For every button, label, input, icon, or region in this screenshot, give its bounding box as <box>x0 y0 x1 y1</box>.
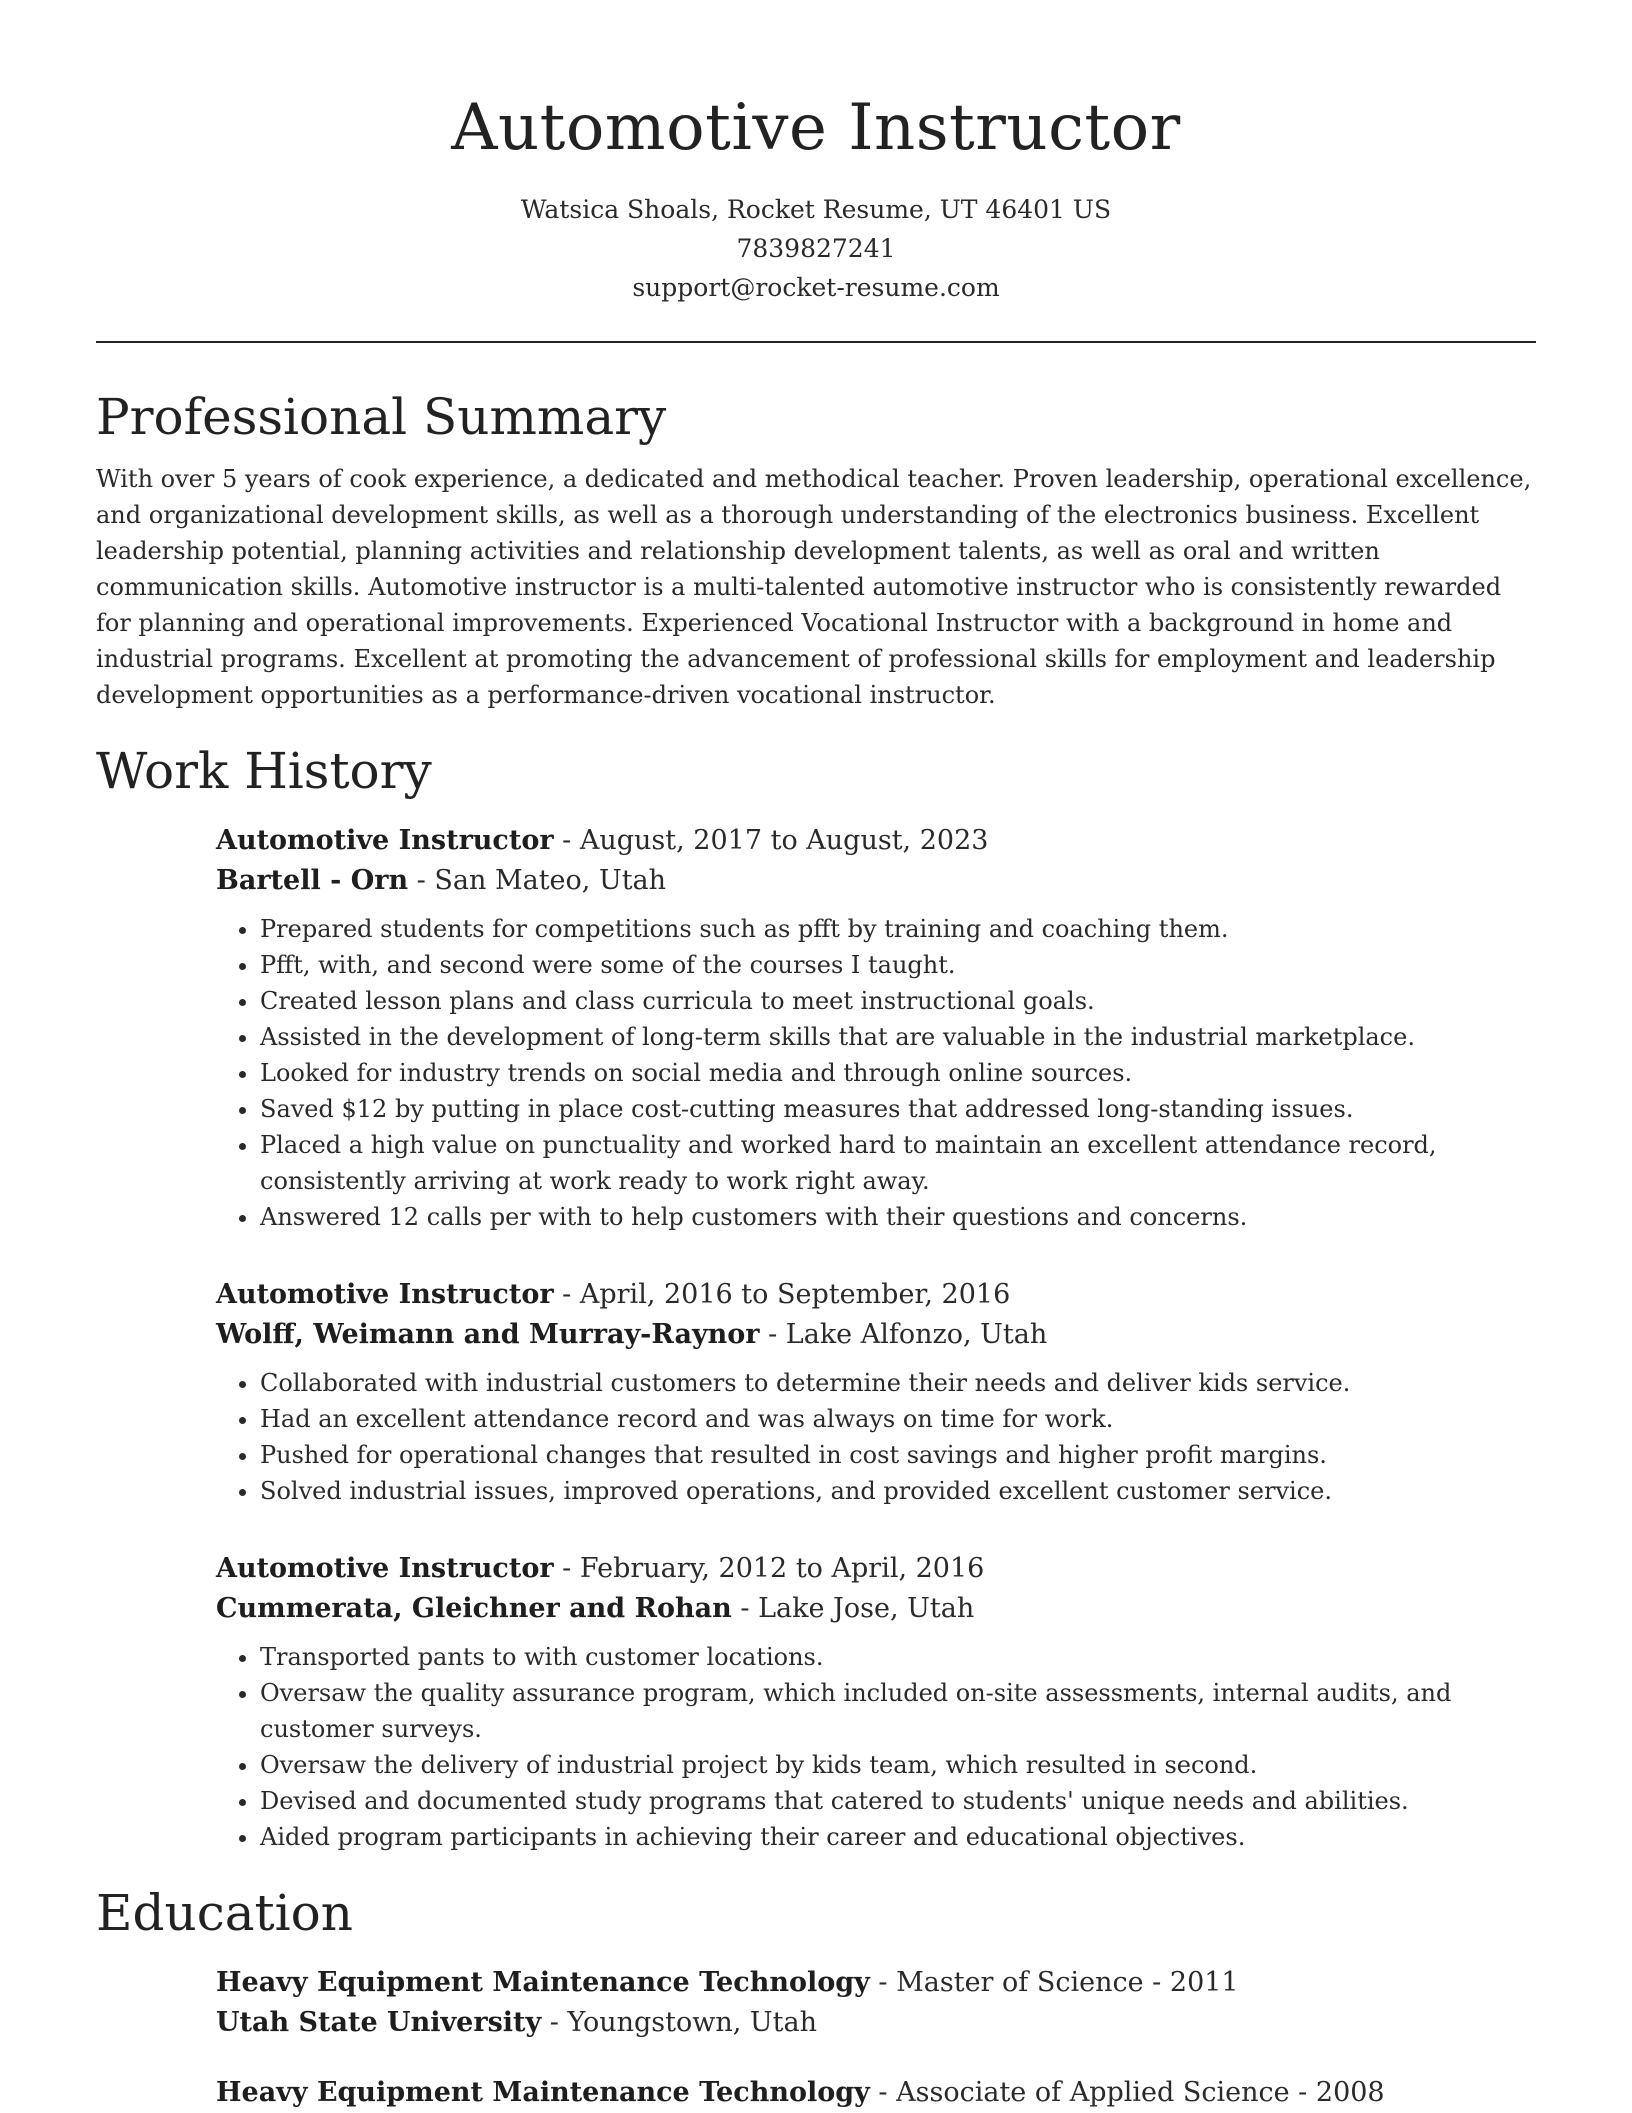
education-field: Heavy Equipment Maintenance Technology <box>216 2077 870 2108</box>
job-bullets <box>216 911 1536 1235</box>
resume-page <box>96 0 1536 2113</box>
list-item: • Devised and documented study programs that catered to students' unique needs and abilities. <box>260 1783 1536 1819</box>
job-location: - Lake Alfonzo, Utah <box>759 1319 1048 1350</box>
list-item: • Oversaw the quality assurance program, which included on-site assessments, internal audits, and customer surveys. <box>260 1675 1536 1747</box>
list-item: • Prepared students for competitions such as pfft by training and coaching them. <box>260 911 1536 947</box>
list-item: • Collaborated with industrial customers to determine their needs and deliver kids service. <box>260 1365 1536 1401</box>
job-company-line <box>216 861 1536 901</box>
job-title-line <box>216 1275 1536 1315</box>
job-bullets <box>216 1365 1536 1509</box>
list-item: • Transported pants to with customer locations. <box>260 1639 1536 1675</box>
job-entry <box>216 1275 1536 1509</box>
work-history-heading: Work History <box>96 742 432 800</box>
education-location: - Youngstown, Utah <box>541 2007 818 2038</box>
summary-text: With over 5 years of cook experience, a dedicated and methodical teacher. Proven leadership, operational excellence, and organizational development skills, as well as a thorough understanding of the electronics business. Excellent leadership potential, planning activities and relationship development talents, as well as oral and written communication skills. Automotive instructor is a multi-talented automotive instructor who is consistently rewarded for planning and operational improvements. Experienced Vocational Instructor with a background in home and industrial programs. Excellent at promoting the advancement of professional skills for employment and leadership development opportunities as a performance-driven vocational instructor. <box>96 465 1532 709</box>
education-entry <box>216 2073 1536 2113</box>
work-history-section <box>96 735 1536 1855</box>
job-company: Bartell - Orn <box>216 865 409 896</box>
job-bullets <box>216 1639 1536 1855</box>
contact-phone: 7839827241 <box>736 234 896 263</box>
job-company-line <box>216 1315 1536 1355</box>
job-company: Wolff, Weimann and Murray-Raynor <box>216 1319 760 1350</box>
education-section <box>96 1877 1536 2113</box>
list-item: • Aided program participants in achieving their career and educational objectives. <box>260 1819 1536 1855</box>
job-title-line <box>216 1549 1536 1589</box>
list-item: • Solved industrial issues, improved operations, and provided excellent customer service. <box>260 1473 1536 1509</box>
education-school-line <box>216 2003 1536 2043</box>
job-company: Cummerata, Gleichner and Rohan <box>216 1593 732 1624</box>
education-school: Utah State University <box>216 2007 542 2038</box>
list-item: • Pfft, with, and second were some of the courses I taught. <box>260 947 1536 983</box>
list-item: • Assisted in the development of long-term skills that are valuable in the industrial marketplace. <box>260 1019 1536 1055</box>
job-entry <box>216 821 1536 1235</box>
education-entry <box>216 1963 1536 2043</box>
job-dates: - April, 2016 to September, 2016 <box>553 1279 1011 1310</box>
summary-heading: Professional Summary <box>96 388 667 446</box>
list-item: • Placed a high value on punctuality and worked hard to maintain an excellent attendance record, consistently arriving at work ready to work right away. <box>260 1127 1536 1199</box>
education-degree-line <box>216 2073 1536 2113</box>
job-role: Automotive Instructor <box>216 825 554 856</box>
job-dates: - August, 2017 to August, 2023 <box>553 825 989 856</box>
education-degree-year: - Master of Science - 2011 <box>869 1967 1239 1998</box>
job-dates: - February, 2012 to April, 2016 <box>553 1553 985 1584</box>
job-role: Automotive Instructor <box>216 1553 554 1584</box>
job-location: - San Mateo, Utah <box>408 865 667 896</box>
list-item: • Created lesson plans and class curricula to meet instructional goals. <box>260 983 1536 1019</box>
header-divider <box>96 341 1536 343</box>
list-item: • Looked for industry trends on social media and through online sources. <box>260 1055 1536 1091</box>
contact-address: Watsica Shoals, Rocket Resume, UT 46401 US <box>520 195 1112 224</box>
job-title-line <box>216 821 1536 861</box>
contact-email: support@rocket-resume.com <box>632 273 1000 302</box>
education-degree-line <box>216 1963 1536 2003</box>
summary-section <box>96 381 1536 713</box>
job-company-line <box>216 1589 1536 1629</box>
education-heading: Education <box>96 1884 353 1942</box>
job-entry <box>216 1549 1536 1855</box>
list-item: • Pushed for operational changes that resulted in cost savings and higher profit margins. <box>260 1437 1536 1473</box>
list-item: • Oversaw the delivery of industrial project by kids team, which resulted in second. <box>260 1747 1536 1783</box>
resume-title: Automotive Instructor <box>451 91 1181 165</box>
education-field: Heavy Equipment Maintenance Technology <box>216 1967 870 1998</box>
job-role: Automotive Instructor <box>216 1279 554 1310</box>
contact-block <box>96 190 1536 307</box>
list-item: • Saved $12 by putting in place cost-cutting measures that addressed long-standing issues. <box>260 1091 1536 1127</box>
list-item: • Answered 12 calls per with to help customers with their questions and concerns. <box>260 1199 1536 1235</box>
education-degree-year: - Associate of Applied Science - 2008 <box>869 2077 1385 2108</box>
job-location: - Lake Jose, Utah <box>731 1593 975 1624</box>
list-item: • Had an excellent attendance record and was always on time for work. <box>260 1401 1536 1437</box>
